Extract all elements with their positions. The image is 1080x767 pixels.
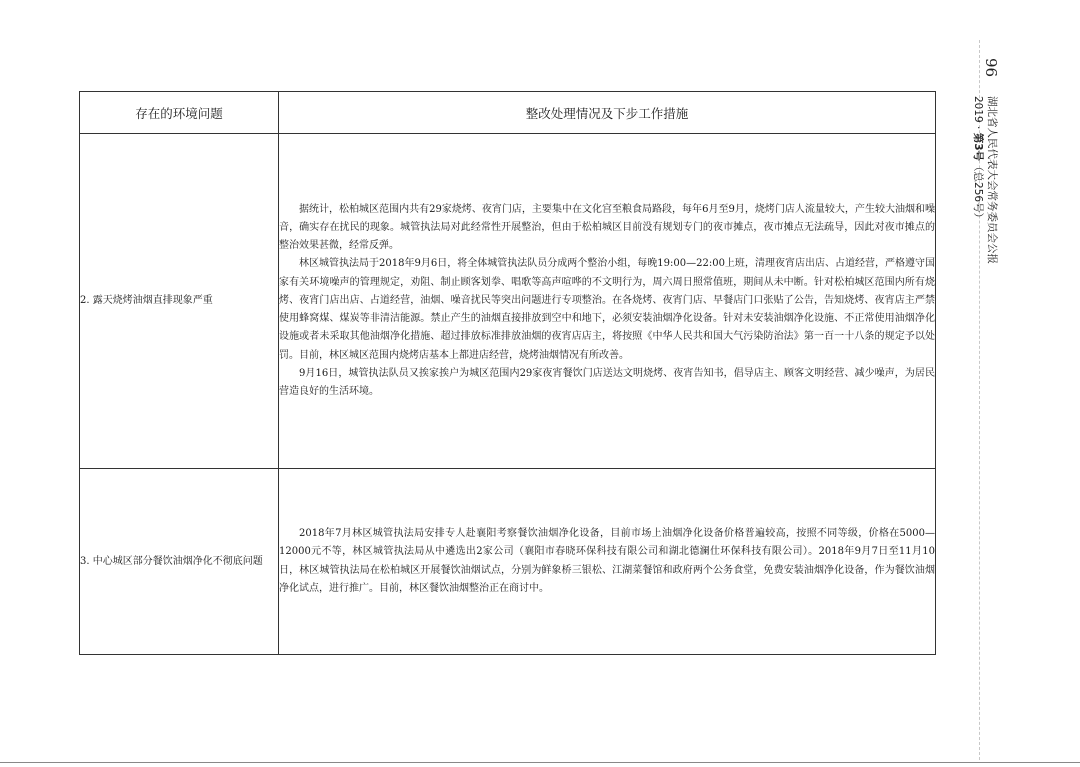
paragraph: 林区城管执法局于2018年9月6日，将全体城管执法队员分成两个整治小组，每晚19:00—22:00上班，清理夜宵店出店、占道经营，严格遵守国家有关环境噪声的管理规定，劝阻、制止顾客划拳、唱歌等高声喧哗的不文明行为，周六周日照常值班，期间从未中断。针对松柏城区范围内所有烧烤、夜宵门店出店、占道经营，油烟、噪音扰民等突出问题进行专项整治。在各烧烤、夜宵门店、早餐店门口张贴了公告，告知烧烤、夜宵店主严禁使用蜂窝煤、煤炭等非清洁能源。禁止产生的油烟直接排放到空中和地下，必须安装油烟净化设备。针对未安装油烟净化设施、不正常使用油烟净化设施或者未采取其他油烟净化措施、超过排放标准排放油烟的夜宵店店主，将按照《中华人民共和国大气污染防治法》第一百一十八条的规定予以处罚。目前，林区城区范围内烧烤店基本上都进店经营，烧烤油烟情况有所改善。 <box>279 258 935 361</box>
table-row <box>80 469 936 655</box>
issue-cell: 3. 中心城区部分餐饮油烟净化不彻底问题 <box>80 469 279 655</box>
paragraph: 2018年7月林区城管执法局安排专人赴襄阳考察餐饮油烟净化设备，目前市场上油烟净化设备价格普遍较高，按照不同等级，价格在5000—12000元不等，林区城管执法局从中遴选出2家公司（襄阳市春晓环保科技有限公司和湖北德澜仕环保科技有限公司）。2018年9月7日至11月10日，林区城管执法局在松柏城区开展餐饮油烟试点，分别为鲜象桥三银松、江湖菜餐馆和政府两个公务食堂，免费安装油烟净化设备，作为餐饮油烟净化试点，进行推广。目前，林区餐饮油烟整治正在商讨中。 <box>279 528 935 594</box>
rectification-table <box>79 91 936 655</box>
measures-cell <box>279 469 936 655</box>
col-header-issue: 存在的环境问题 <box>80 92 279 134</box>
issue-number: 第3号 <box>972 132 984 162</box>
journal-title: 湖北省人民代表大会常务委员会公报 <box>986 96 998 264</box>
page-number: 96 <box>982 58 1000 78</box>
bottom-rule <box>0 762 1080 763</box>
issue-total: （总256号） <box>972 161 984 224</box>
issue-year: 2019 · <box>972 96 984 133</box>
table-row <box>80 134 936 469</box>
issue-info <box>971 96 986 223</box>
issue-cell: 2. 露天烧烤油烟直排现象严重 <box>80 134 279 469</box>
paragraph: 9月16日，城管执法队员又挨家挨户为城区范围内29家夜宵餐饮门店送达文明烧烤、夜宵告知书，倡导店主、顾客文明经营、减少噪声，为居民营造良好的生活环境。 <box>279 367 935 397</box>
table-header-row <box>80 92 936 134</box>
paragraph: 据统计，松柏城区范围内共有29家烧烤、夜宵门店，主要集中在文化宫至粮食局路段，每年6月至9月，烧烤门店人流量较大，产生较大油烟和噪音，确实存在扰民的现象。城管执法局对此经常性开展整治，但由于松柏城区目前没有规划专门的夜市摊点，夜市摊点无法疏导，因此对夜市摊点的整治效果甚微，经常反弹。 <box>279 203 935 252</box>
col-header-measures: 整改处理情况及下步工作措施 <box>279 92 936 134</box>
measures-cell <box>279 134 936 469</box>
